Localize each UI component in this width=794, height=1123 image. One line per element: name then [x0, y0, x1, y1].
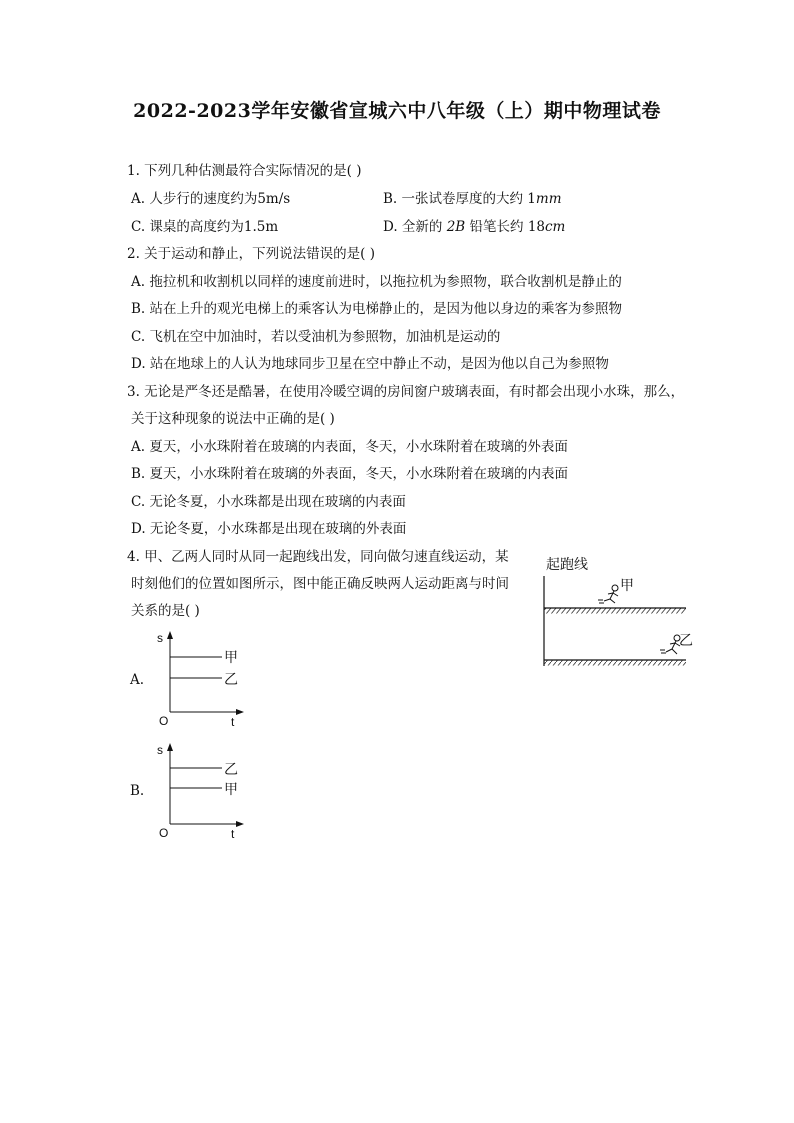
- option-a-graph: [150, 628, 250, 730]
- q2-stem: 2. 关于运动和静止，下列说法错误的是( ): [127, 246, 375, 262]
- option-b-origin-label: O: [159, 826, 169, 840]
- runner-1-icon: [598, 585, 618, 603]
- option-b-x-axis-label: t: [231, 827, 235, 841]
- q2-option-a: A. 拖拉机和收割机以同样的速度前进时，以拖拉机为参照物，联合收割机是静止的: [131, 274, 622, 290]
- option-a-x-axis-label: t: [231, 715, 235, 729]
- runner-1-label: 甲: [620, 577, 634, 593]
- q2-option-d: D. 站在地球上的人认为地球同步卫星在空中静止不动，是因为他以自己为参照物: [131, 356, 609, 372]
- option-a-upper-label: 甲: [224, 649, 238, 665]
- option-b-upper-label: 乙: [224, 761, 238, 777]
- start-line-label: 起跑线: [546, 556, 588, 572]
- q1-option-c: C. 课桌的高度约为1.5m: [131, 219, 279, 235]
- q3-option-c: C. 无论冬夏，小水珠都是出现在玻璃的内表面: [131, 494, 406, 510]
- q1-option-d-prefix: D. 全新的: [383, 219, 447, 235]
- q2-option-c: C. 飞机在空中加油时，若以受油机为参照物，加油机是运动的: [131, 329, 501, 345]
- q1-option-b-text: B. 一张试卷厚度的大约 1: [383, 191, 536, 207]
- option-b-y-axis-label: s: [157, 743, 163, 757]
- q4-option-b-label: B.: [130, 783, 145, 799]
- option-a-origin-label: O: [159, 714, 169, 728]
- option-a-y-arrow: [167, 631, 173, 639]
- option-b-graph: [150, 740, 250, 842]
- q1-option-d-var: 2B: [446, 219, 466, 235]
- lane-2-hatch: [544, 661, 686, 666]
- lane-1-hatch: [544, 609, 686, 614]
- option-a-x-arrow: [236, 709, 244, 715]
- q1-option-b-unit: mm: [535, 191, 562, 207]
- q1-option-d-mid: 铅笔长约 18: [465, 219, 545, 235]
- q3-option-b: B. 夏天，小水珠附着在玻璃的外表面，冬天，小水珠附着在玻璃的内表面: [131, 466, 569, 482]
- option-b-lower-label: 甲: [224, 781, 238, 797]
- q3-option-d: D. 无论冬夏，小水珠都是出现在玻璃的外表面: [131, 521, 407, 537]
- runner-2-label: 乙: [679, 632, 693, 648]
- q1-option-a: A. 人步行的速度约为5m/s: [131, 191, 291, 207]
- option-b-x-arrow: [236, 821, 244, 827]
- q4-stem-line2: 时刻他们的位置如图所示，图中能正确反映两人运动距离与时间: [131, 576, 509, 592]
- q2-option-b: B. 站在上升的观光电梯上的乘客认为电梯静止的，是因为他以身边的乘客为参照物: [131, 301, 623, 317]
- q4-stem-line1: 4. 甲、乙两人同时从同一起跑线出发，同向做匀速直线运动，某: [127, 549, 509, 565]
- page-title: 2022-2023学年安徽省宣城六中八年级（上）期中物理试卷: [133, 100, 661, 122]
- runner-2-icon: [660, 635, 680, 654]
- option-a-y-axis-label: s: [157, 631, 163, 645]
- q1-stem: 1. 下列几种估测最符合实际情况的是( ): [127, 163, 362, 179]
- race-track-figure: [536, 548, 696, 672]
- q3-option-a: A. 夏天，小水珠附着在玻璃的内表面，冬天，小水珠附着在玻璃的外表面: [131, 439, 568, 455]
- option-a-lower-label: 乙: [224, 671, 238, 687]
- q1-option-b: [383, 190, 562, 208]
- q4-stem-line3: 关系的是( ): [131, 603, 200, 619]
- q3-stem-line1: 3. 无论是严冬还是酷暑，在使用冷暖空调的房间窗户玻璃表面，有时都会出现小水珠，那么，: [127, 384, 685, 400]
- option-b-y-arrow: [167, 743, 173, 751]
- q1-option-d: [383, 218, 565, 236]
- q4-option-a-label: A.: [130, 672, 145, 688]
- q3-stem-line2: 关于这种现象的说法中正确的是( ): [131, 411, 335, 427]
- q1-option-d-unit: cm: [545, 219, 566, 235]
